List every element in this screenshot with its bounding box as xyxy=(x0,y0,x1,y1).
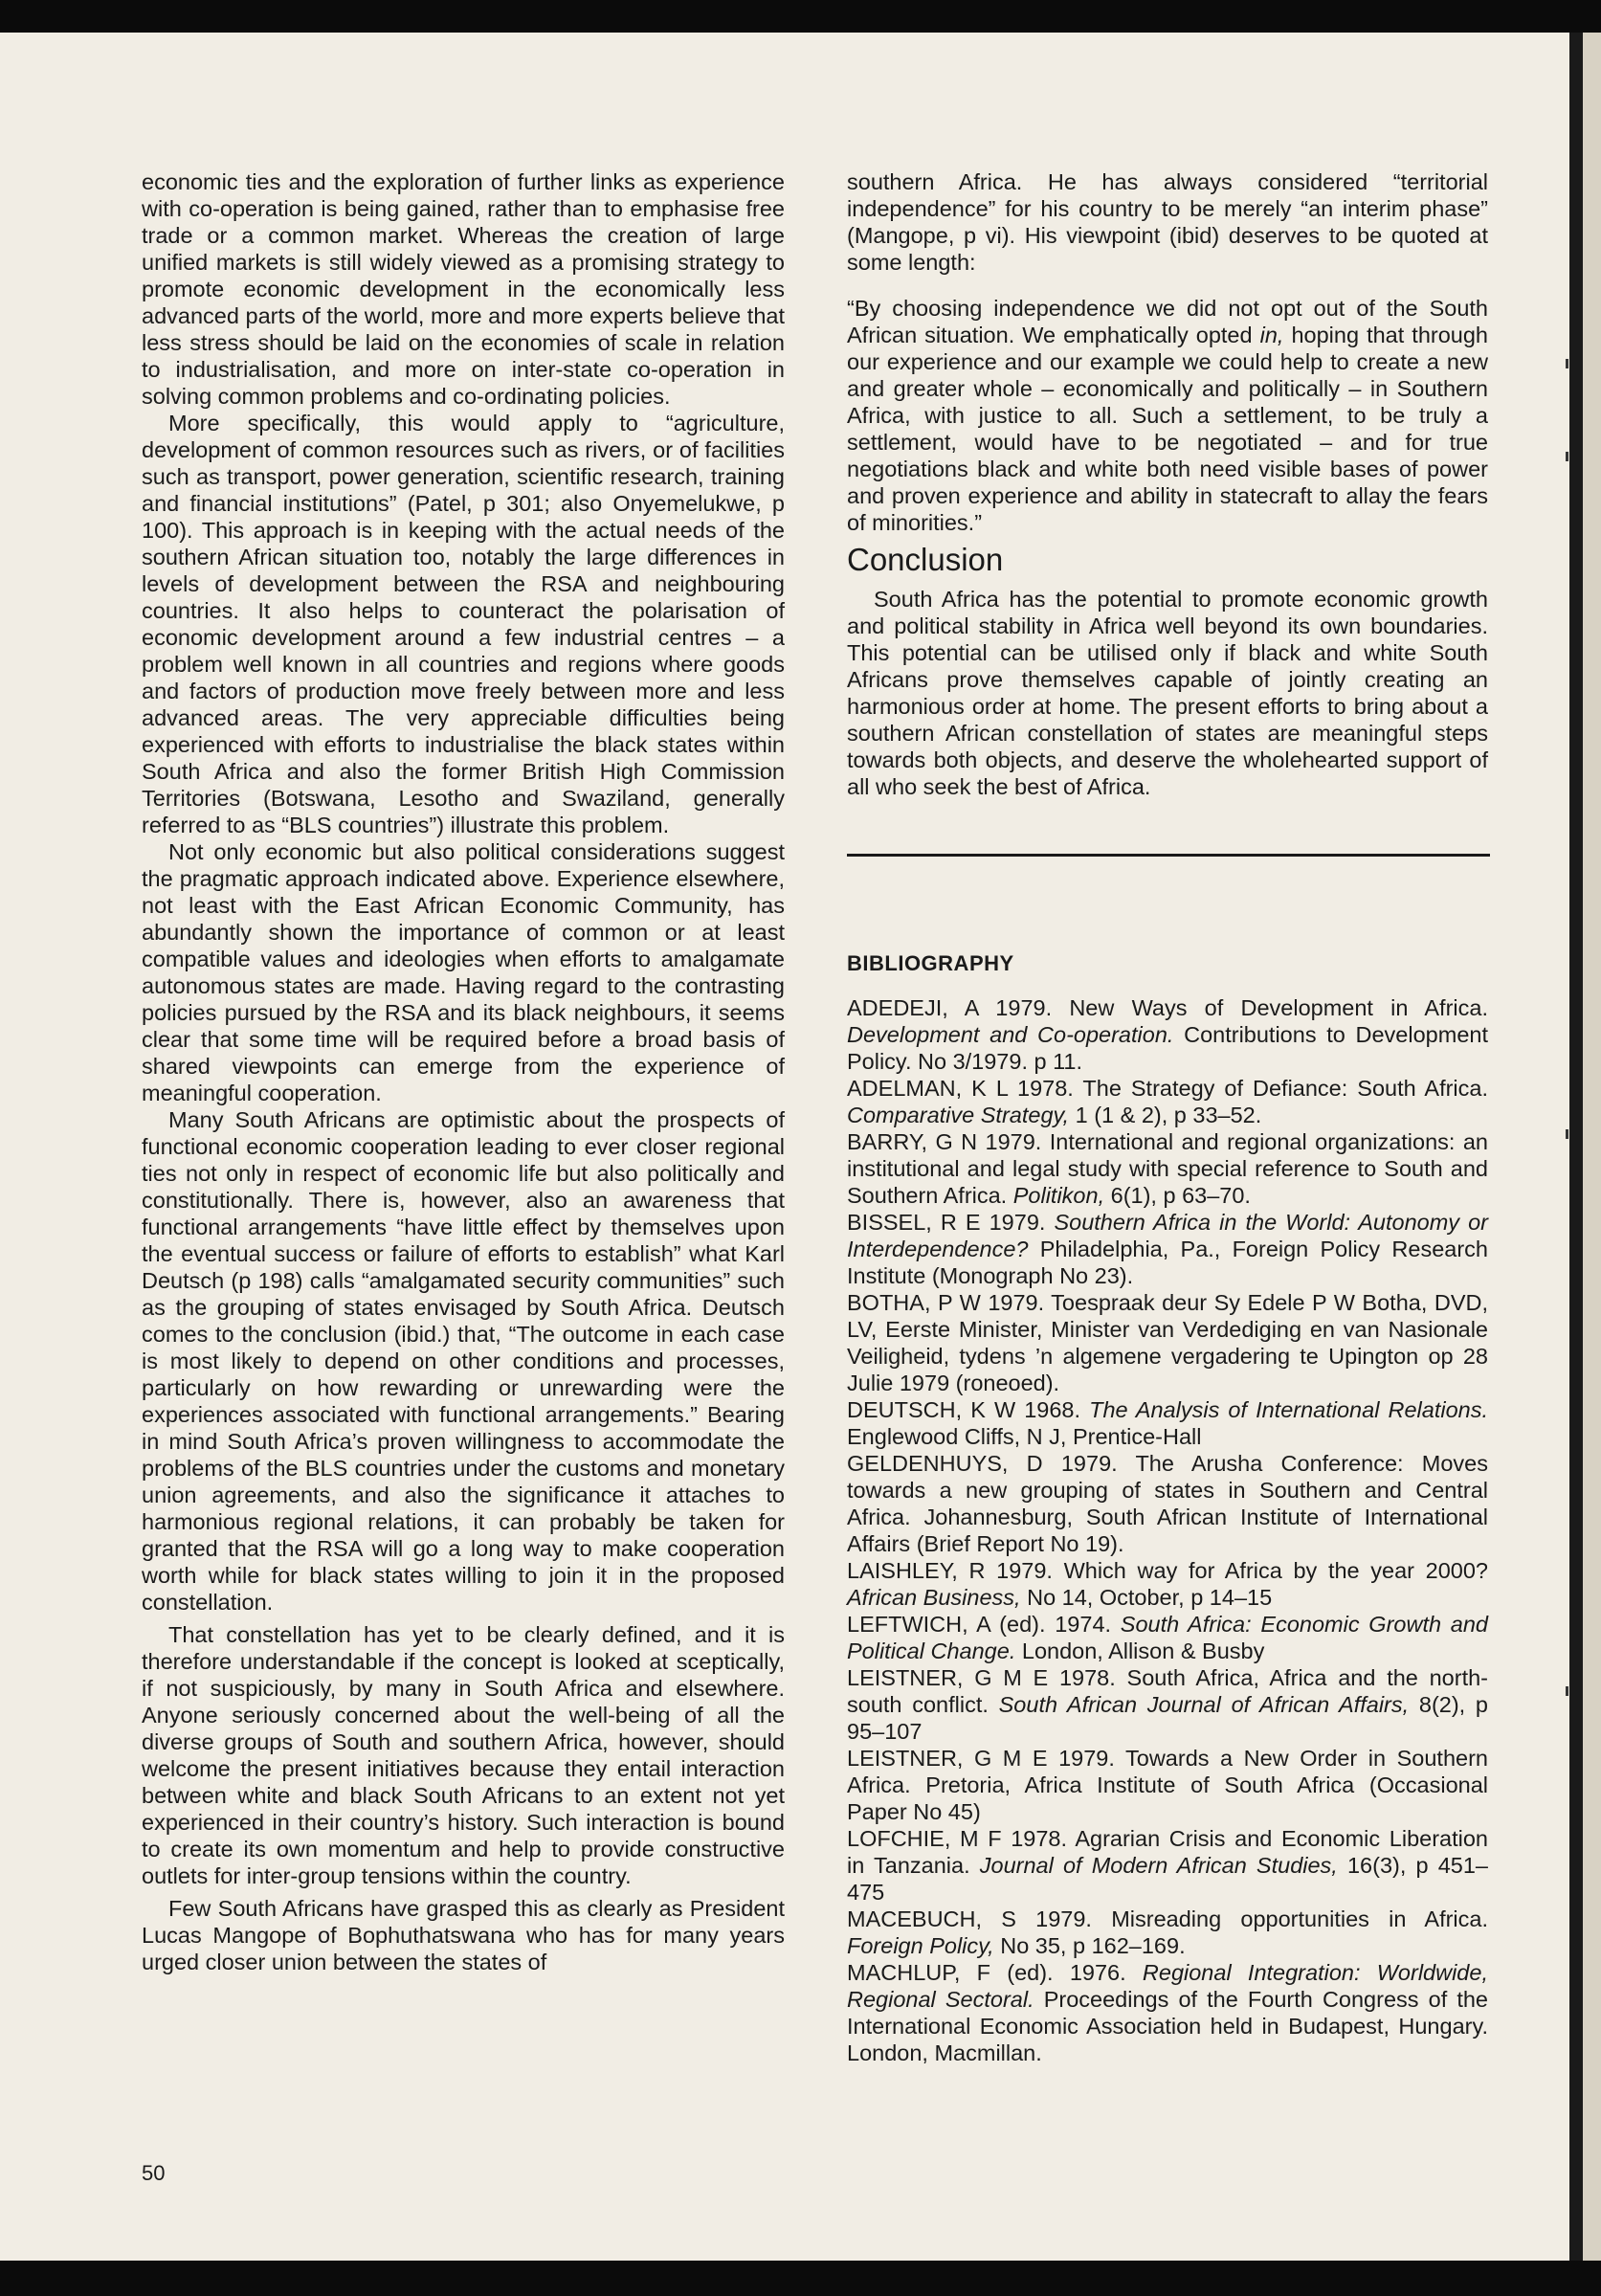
bibliography-title: Foreign Policy, xyxy=(847,1933,994,1958)
body-paragraph: Few South Africans have grasped this as clearly as President Lucas Mangope of Bophuthatswana who has for many years urged closer union between the states of xyxy=(142,1896,785,1974)
bibliography-text: Englewood Cliffs, N J, Prentice-Hall xyxy=(847,1424,1202,1449)
bibliography-entry xyxy=(847,1745,1488,1825)
bibliography-entry xyxy=(847,994,1488,1075)
bibliography-heading: BIBLIOGRAPHY xyxy=(847,951,1014,975)
bibliography-title: Politikon, xyxy=(1012,1183,1105,1208)
quote-emphasis: in, xyxy=(1259,323,1284,347)
body-paragraph: Not only economic but also political considerations suggest the pragmatic approach indicated above. Experience elsewhere, not least with the East African Economic Community, has abundantly shown the importance of common or at least compatible values and ideologies when efforts to amalgamate autonomous states are made. Having regard to the contrasting policies pursued by the RSA and its black neighbours, it seems clear that some time will be required before a broad basis of shared viewpoints can emerge from the experience of meaningful cooperation. xyxy=(142,839,785,1105)
right-column xyxy=(847,168,1488,2066)
bibliography-entry xyxy=(847,1906,1488,1959)
bibliography-text: No 35, p 162–169. xyxy=(993,1933,1186,1958)
bibliography-entry xyxy=(847,1128,1488,1209)
conclusion-heading: Conclusion xyxy=(847,542,1004,577)
bibliography-text: ADEDEJI, A 1979. New Ways of Development in Africa. xyxy=(847,995,1488,1020)
bibliography-title: The Analysis of International Relations. xyxy=(1089,1397,1488,1422)
bibliography-text: 6(1), p 63–70. xyxy=(1104,1183,1251,1208)
bibliography-list xyxy=(847,994,1488,2066)
bibliography-text: 1 (1 & 2), p 33–52. xyxy=(1069,1103,1262,1127)
bibliography-text: BOTHA, P W 1979. Toespraak deur Sy Edele P W Botha, DVD, LV, Eerste Minister, Minister van Verdediging en van Nasionale Veiligheid, tydens ’n algemene vergadering te Upington op 28 Julie 1979 (roneoed). xyxy=(847,1290,1488,1395)
body-paragraph: That constellation has yet to be clearly defined, and it is therefore understandable if the concept is looked at sceptically, if not suspiciously, by many in South Africa and elsewhere. Anyone seriously concerned about the well-being of all the diverse groups of South and southern Africa, however, should welcome the present initiatives because they entail interaction between white and black South Africans to an extent not yet experienced in their country’s history. Such interaction is bound to create its own momentum and help to provide constructive outlets for inter-group tensions within the country. xyxy=(142,1622,785,1888)
bibliography-title: South African Journal of African Affairs, xyxy=(998,1692,1410,1717)
bibliography-text: BARRY, G N 1979. International and regional organizations: an institutional and legal study with special reference to South and Southern Africa. xyxy=(847,1129,1488,1208)
bibliography-entry xyxy=(847,1450,1488,1557)
bibliography-text: GELDENHUYS, D 1979. The Arusha Conference: Moves towards a new grouping of states in Southern and Central Africa. Johannesburg, South African Institute of International Affairs (Brief Report No 19). xyxy=(847,1451,1488,1556)
next-page-edge xyxy=(1583,33,1601,2261)
body-paragraph: More specifically, this would apply to “agriculture, development of common resources such as rivers, or of facilities such as transport, power generation, scientific research, training and financial institutions” (Patel, p 301; also Onyemelukwe, p 100). This approach is in keeping with the actual needs of the southern African situation too, notably the large differences in levels of development between the RSA and neighbouring countries. It also helps to counteract the polarisation of economic development around a few industrial centres – a problem well known in all countries and regions where goods and factors of production move freely between more and less advanced areas. The very appreciable difficulties being experienced with efforts to industrialise the black states within South Africa and also the former British High Commission Territories (Botswana, Lesotho and Swaziland, generally referred to as “BLS countries”) illustrate this problem. xyxy=(142,411,785,837)
body-paragraph: economic ties and the exploration of further links as experience with co-operation is being gained, rather than to emphasise free trade or a common market. Whereas the creation of large unified markets is still widely viewed as a promising strategy to promote economic development in the economically less advanced parts of the world, more and more experts believe that less stress should be laid on the economies of scale in relation to industrialisation, and more on inter-state co-operation in solving common problems and co-ordinating policies. xyxy=(142,169,785,409)
body-paragraph: Many South Africans are optimistic about the prospects of functional economic cooperation leading to ever closer regional ties not only in respect of economic life but also politically and constitutionally. There is, however, also an awareness that functional arrangements “have little effect by themselves upon the eventual success or failure of efforts to establish” what Karl Deutsch (p 198) calls “amalgamated security communities” such as the grouping of states envisaged by South Africa. Deutsch comes to the conclusion (ibid.) that, “The outcome in each case is most likely to depend on other conditions and processes, particularly on how rewarding or unrewarding were the experiences associated with functional arrangements.” Bearing in mind South Africa’s proven willingness to accommodate the problems of the BLS countries under the customs and monetary union agreements, and also the significance it attaches to harmonious regional relations, it can probably be taken for granted that the RSA will go a long way to make cooperation worth while for black states willing to join it in the proposed constellation. xyxy=(142,1107,785,1615)
page-number: 50 xyxy=(142,2161,166,2185)
bibliography-text: BISSEL, R E 1979. xyxy=(847,1210,1055,1235)
bibliography-text: MACEBUCH, S 1979. Misreading opportunities in Africa. xyxy=(847,1906,1488,1931)
bibliography-title: Development and Co-operation. xyxy=(847,1022,1174,1047)
bibliography-text: LEFTWICH, A (ed). 1974. xyxy=(847,1612,1121,1637)
bibliography-entry xyxy=(847,1825,1488,1906)
bibliography-entry xyxy=(847,1209,1488,1289)
bibliography-text: LEISTNER, G M E 1978. South Africa, Africa and the north-south conflict. xyxy=(847,1665,1488,1717)
bibliography-entry xyxy=(847,1289,1488,1396)
bibliography-entry xyxy=(847,1664,1488,1745)
bibliography-title: Regional Integration: Worldwide, Regional Sectoral. xyxy=(847,1960,1488,2012)
bibliography-text: ADELMAN, K L 1978. The Strategy of Defiance: South Africa. xyxy=(847,1076,1488,1101)
bibliography-text: LEISTNER, G M E 1979. Towards a New Order in Southern Africa. Pretoria, Africa Institute of South Africa (Occasional Paper No 45) xyxy=(847,1746,1488,1824)
bibliography-entry xyxy=(847,1959,1488,2066)
bibliography-title: South Africa: Economic Growth and Political Change. xyxy=(847,1612,1488,1663)
bibliography-text: 8(2), p 95–107 xyxy=(847,1692,1489,1744)
block-quote xyxy=(847,295,1488,536)
edge-mark xyxy=(1566,359,1568,368)
quote-text: hoping that through our experience and our example we could help to create a new and greater whole – economically and politically – in Southern Africa, with justice to all. Such a settlement, to be truly a settlement, would have to be negotiated – and for true negotiations black and white both need visible bases of power and proven experience and ability in statecraft to allay the fears of minorities.” xyxy=(847,323,1488,535)
edge-mark xyxy=(1566,452,1568,461)
bibliography-entry xyxy=(847,1075,1488,1128)
bibliography-text: Contributions to Development Policy. No 3/1979. p 11. xyxy=(847,1022,1488,1074)
bibliography-entry xyxy=(847,1396,1488,1450)
bibliography-title: Southern Africa in the World: Autonomy or Interdependence? xyxy=(847,1210,1488,1261)
bibliography-title: African Business, xyxy=(847,1585,1021,1610)
bibliography-text: Proceedings of the Fourth Congress of the International Economic Association held in Budapest, Hungary. London, Macmillan. xyxy=(847,1987,1488,2065)
bibliography-text: LOFCHIE, M F 1978. Agrarian Crisis and Economic Liberation in Tanzania. xyxy=(847,1826,1488,1878)
section-divider xyxy=(847,854,1490,857)
body-paragraph: southern Africa. He has always considered “territorial independence” for his country to be merely “an interim phase” (Mangope, p vi). His viewpoint (ibid) deserves to be quoted at some length: xyxy=(847,169,1488,275)
bibliography-text: Philadelphia, Pa., Foreign Policy Research Institute (Monograph No 23). xyxy=(847,1237,1488,1288)
bibliography-text: DEUTSCH, K W 1968. xyxy=(847,1397,1090,1422)
bibliography-title: Comparative Strategy, xyxy=(847,1103,1070,1127)
bibliography-title: Journal of Modern African Studies, xyxy=(979,1853,1338,1878)
bibliography-text: MACHLUP, F (ed). 1976. xyxy=(847,1960,1143,1985)
bibliography-text: 16(3), p 451–475 xyxy=(847,1853,1488,1905)
edge-mark xyxy=(1566,1686,1568,1696)
edge-mark xyxy=(1566,1129,1568,1139)
bibliography-text: LAISHLEY, R 1979. Which way for Africa by the year 2000? xyxy=(847,1558,1488,1583)
bibliography-entry xyxy=(847,1557,1488,1611)
conclusion-paragraph: South Africa has the potential to promote economic growth and political stability in Africa well beyond its own boundaries. This potential can be utilised only if black and white South Africans prove themselves capable of jointly creating an harmonious order at home. The present efforts to bring about a southern African constellation of states are meaningful steps towards both objects, and deserve the wholehearted support of all who seek the best of Africa. xyxy=(847,587,1488,799)
bibliography-entry xyxy=(847,1611,1488,1664)
bibliography-text: London, Allison & Busby xyxy=(1015,1638,1265,1663)
left-column xyxy=(142,168,785,1975)
quote-text: “By choosing independence we did not opt out of the South African situation. We emphatically opted xyxy=(847,296,1488,347)
bibliography-text: No 14, October, p 14–15 xyxy=(1020,1585,1273,1610)
